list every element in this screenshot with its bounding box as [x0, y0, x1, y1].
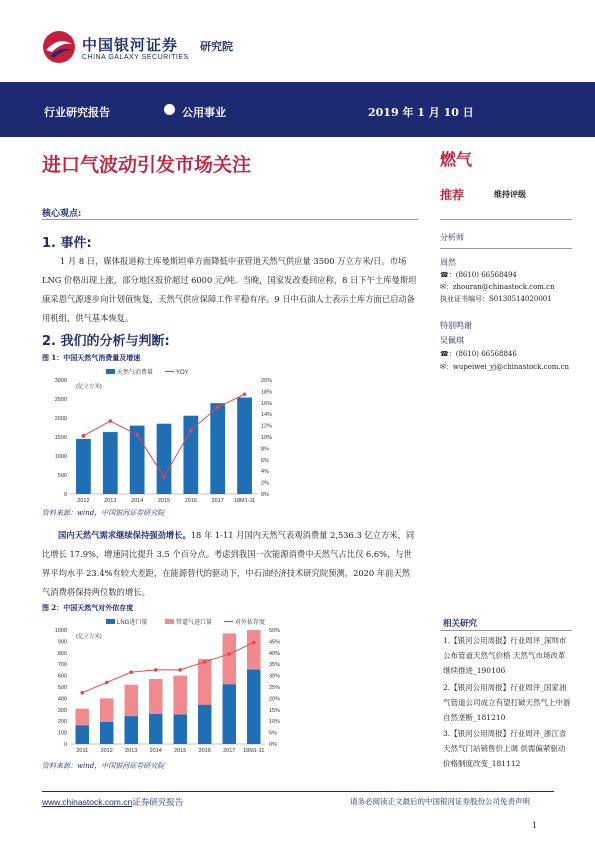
footer-url-link[interactable]: www.chinastock.com.cn [42, 797, 133, 807]
x-tick-label: 18M1-11 [233, 498, 256, 504]
bullet-dot-icon [164, 104, 175, 115]
line-point [216, 406, 220, 410]
y2-tick-label: 10% [269, 719, 281, 726]
x-tick-label: 2014 [149, 748, 162, 754]
x-tick-label: 2016 [198, 748, 211, 754]
bar [100, 698, 113, 721]
y2-tick-label: 4% [261, 469, 269, 476]
y-tick-label: 500 [57, 685, 67, 691]
y-tick-label: 500 [57, 473, 67, 479]
legend-label: 对外依存度 [235, 620, 266, 626]
y2-tick-label: 30% [269, 673, 281, 680]
line-point [178, 668, 182, 672]
y2-tick-label: 2% [261, 480, 269, 487]
bar [247, 669, 260, 744]
report-sector: 公用事业 [182, 106, 226, 119]
section-2-text [42, 526, 418, 602]
related-item[interactable]: 2.【银河公用周报】行业周评_国家油气管道公司成立有望打破天然气上中游自然垄断_181210 [443, 683, 571, 722]
y2-tick-label: 20% [269, 696, 281, 703]
x-tick-label: 2015 [157, 498, 171, 504]
line-point [203, 660, 207, 664]
y2-tick-label: 5% [269, 730, 277, 737]
report-type: 行业研究报告 [44, 106, 110, 119]
y2-tick-label: 6% [261, 457, 269, 464]
y-tick-label: 600 [57, 673, 67, 680]
bar [210, 403, 225, 494]
bar [125, 685, 138, 716]
y2-tick-label: 0% [261, 492, 269, 498]
bar [76, 725, 89, 744]
y-tick-label: 1000 [54, 454, 67, 460]
bar [174, 676, 187, 715]
galaxy-logo-icon [42, 30, 76, 64]
bar [76, 439, 91, 494]
footer-report-label: 证券研究报告 [132, 798, 184, 808]
y-tick-label: 1000 [54, 628, 67, 634]
line-point [105, 681, 109, 685]
bar [198, 659, 211, 705]
bar [100, 722, 113, 744]
page-title: 进口气波动引发市场关注 [42, 154, 252, 176]
y-tick-label: 900 [57, 639, 67, 646]
y2-tick-label: 12% [261, 423, 273, 430]
bar [76, 709, 89, 726]
thanks-name: 吴佩琪 [440, 336, 464, 345]
report-date: 2019 年 1 月 10 日 [368, 106, 474, 119]
y2-tick-label: 25% [269, 685, 281, 691]
bar [247, 630, 260, 669]
x-tick-label: 2017 [223, 748, 236, 754]
x-tick-label: 2013 [125, 748, 138, 754]
bar [149, 679, 162, 714]
line-point [80, 691, 84, 695]
section-2-lead: 国内天然气需求继续保持强劲增长。 [58, 530, 191, 540]
divider [42, 219, 418, 220]
divider [440, 219, 572, 220]
y2-tick-label: 35% [269, 662, 281, 669]
rating-label: 推荐 [440, 188, 465, 202]
bar [149, 714, 162, 744]
x-tick-label: 18M1-11 [243, 748, 265, 754]
y-tick-label: 3000 [54, 378, 67, 384]
x-tick-label: 2011 [76, 748, 89, 754]
x-tick-label: 2012 [77, 498, 90, 504]
y2-tick-label: 10% [261, 435, 273, 441]
y-tick-label: 400 [57, 696, 67, 703]
analyst-label: 分析师 [440, 233, 464, 242]
bar [183, 416, 198, 494]
legend-swatch [106, 619, 115, 624]
line-point [227, 652, 231, 656]
y-tick-label: 300 [57, 707, 67, 714]
line-point [162, 475, 166, 479]
legend-label: 管道气进口量 [176, 620, 213, 626]
y2-tick-label: 16% [261, 400, 273, 407]
section-1-text: 1 月 8 日，媒体报道称土库曼斯坦单方面降低中亚管道天然气供应量 3500 万立方米/日。市场 LNG 价格出现上涨，部分地区报价超过 6000 元/吨。当晚，国家发改委回应称，8 日下午土库曼斯坦康采恩气源逐步向计划值恢复，天然气供应保障工作平稳有序。9 日中石油人士表示土库方面已启动备用机组，供气基本恢复。 [42, 256, 417, 323]
line-point [108, 419, 112, 423]
x-tick-label: 2014 [131, 498, 144, 504]
x-tick-label: 2012 [100, 748, 113, 754]
bar [174, 714, 187, 744]
y-tick-label: 800 [57, 650, 67, 657]
y-tick-label: 2000 [54, 416, 67, 422]
page-number: 1 [532, 821, 538, 830]
unit-label: (亿立方米) [76, 384, 102, 390]
bar [223, 684, 236, 744]
x-tick-label: 2017 [211, 498, 224, 504]
related-item[interactable]: 1.【银河公用周报】行业周评_深圳市公布管道天然气价格 天然气市场改革继续推进_190106 [443, 636, 567, 675]
x-tick-label: 2013 [104, 498, 117, 504]
thanks-label: 特别鸣谢 [440, 321, 472, 330]
figure-2-chart [42, 616, 290, 756]
y-tick-label: 0 [63, 742, 67, 748]
analyst-phone: ☎：(8610) 66568494 [440, 271, 517, 279]
y-tick-label: 700 [57, 662, 67, 669]
figure-1-chart [42, 366, 282, 506]
bar [157, 424, 172, 494]
legend-swatch [106, 369, 115, 374]
thanks-phone: ☎：(8610) 66568846 [440, 350, 517, 358]
y2-tick-label: 50% [269, 628, 281, 634]
y2-tick-label: 20% [261, 378, 273, 384]
figure-2-source: 资料来源：wind，中国银河证券研究院 [42, 762, 165, 770]
logo-name-en: CHINA GALAXY SECURITIES [82, 54, 189, 61]
legend-label: LNG进口量 [117, 620, 148, 626]
y2-tick-label: 45% [269, 639, 281, 646]
analyst-cert: 执业证书编号：S0130514020001 [440, 295, 552, 303]
core-label: 核心观点: [42, 209, 82, 219]
line-point [252, 641, 256, 645]
bar [223, 633, 236, 684]
legend-label: 天然气消费量 [117, 370, 154, 376]
section-2-body: 18 年 1-11 月国内天然气表观消费量 2,536.3 亿立方米，同比增长 17.9%，增速同比提升 3.5 个百分点。考虑到我国一次能源消费中天然气占比仅 6.6%，与世界平均水平 23.4%有较大差距，在能源替代的驱动下，中石油经济技术研究院预测，2020 年前天然气消费将保持两位数的增长。 [42, 530, 415, 597]
rating-note: 维持评级 [494, 189, 526, 199]
y2-tick-label: 0% [269, 742, 277, 748]
y-tick-label: 100 [57, 730, 67, 737]
bar [237, 397, 252, 494]
institute-label: 研究院 [200, 40, 233, 53]
line-point [243, 392, 247, 396]
legend-swatch [165, 619, 174, 624]
y2-tick-label: 14% [261, 412, 273, 419]
analyst-name: 周然 [440, 258, 456, 267]
figure-2-title: 图 2：中国天然气对外依存度 [42, 603, 134, 612]
y-tick-label: 2500 [54, 397, 67, 403]
unit-label: (亿立方米) [76, 634, 102, 640]
thanks-email[interactable]: ✉：wupeiwei_yj@chinastock.com.cn [440, 363, 570, 371]
divider [440, 630, 572, 631]
y2-tick-label: 15% [269, 707, 281, 714]
line-point [189, 428, 193, 432]
related-item[interactable]: 3.【银河公用周报】行业周评_浙江省天然气门站销售价上调 供需偏紧驱动价格制度改变_181112 [443, 729, 567, 768]
legend-label: YOY [176, 370, 189, 376]
y2-tick-label: 8% [261, 446, 269, 453]
analyst-email[interactable]: ✉：zhouran@chinastock.com.cn [440, 283, 555, 291]
line-point [135, 433, 139, 437]
sector-label: 燃气 [440, 150, 473, 169]
footer-rule [42, 791, 554, 792]
footer-url [42, 796, 183, 808]
y-tick-label: 1500 [54, 435, 67, 441]
figure-1-source: 资料来源：wind，中国银河证券研究院 [42, 509, 165, 517]
bar [198, 705, 211, 744]
x-tick-label: 2016 [184, 498, 197, 504]
divider [440, 248, 572, 249]
bar [103, 432, 118, 494]
y-tick-label: 0 [63, 492, 67, 498]
line-point [82, 434, 86, 438]
figure-1-title: 图 1：中国天然气消费量及增速 [42, 353, 141, 362]
x-tick-label: 2015 [174, 748, 187, 754]
footer-disclaimer: 请务必阅读正文最后的中国银河证券股份公司免责声明 [350, 797, 530, 806]
related-title: 相关研究 [443, 619, 478, 629]
line-point [129, 670, 133, 674]
bar [125, 716, 138, 744]
y2-tick-label: 40% [269, 650, 281, 657]
logo-name-cn: 中国银河证券 [82, 36, 179, 54]
y2-tick-label: 18% [261, 389, 273, 396]
section-2-title: 2. 我们的分析与判断: [42, 334, 170, 349]
y-tick-label: 200 [57, 719, 67, 726]
section-1-title: 1. 事件: [42, 236, 92, 251]
line-point [154, 668, 158, 672]
